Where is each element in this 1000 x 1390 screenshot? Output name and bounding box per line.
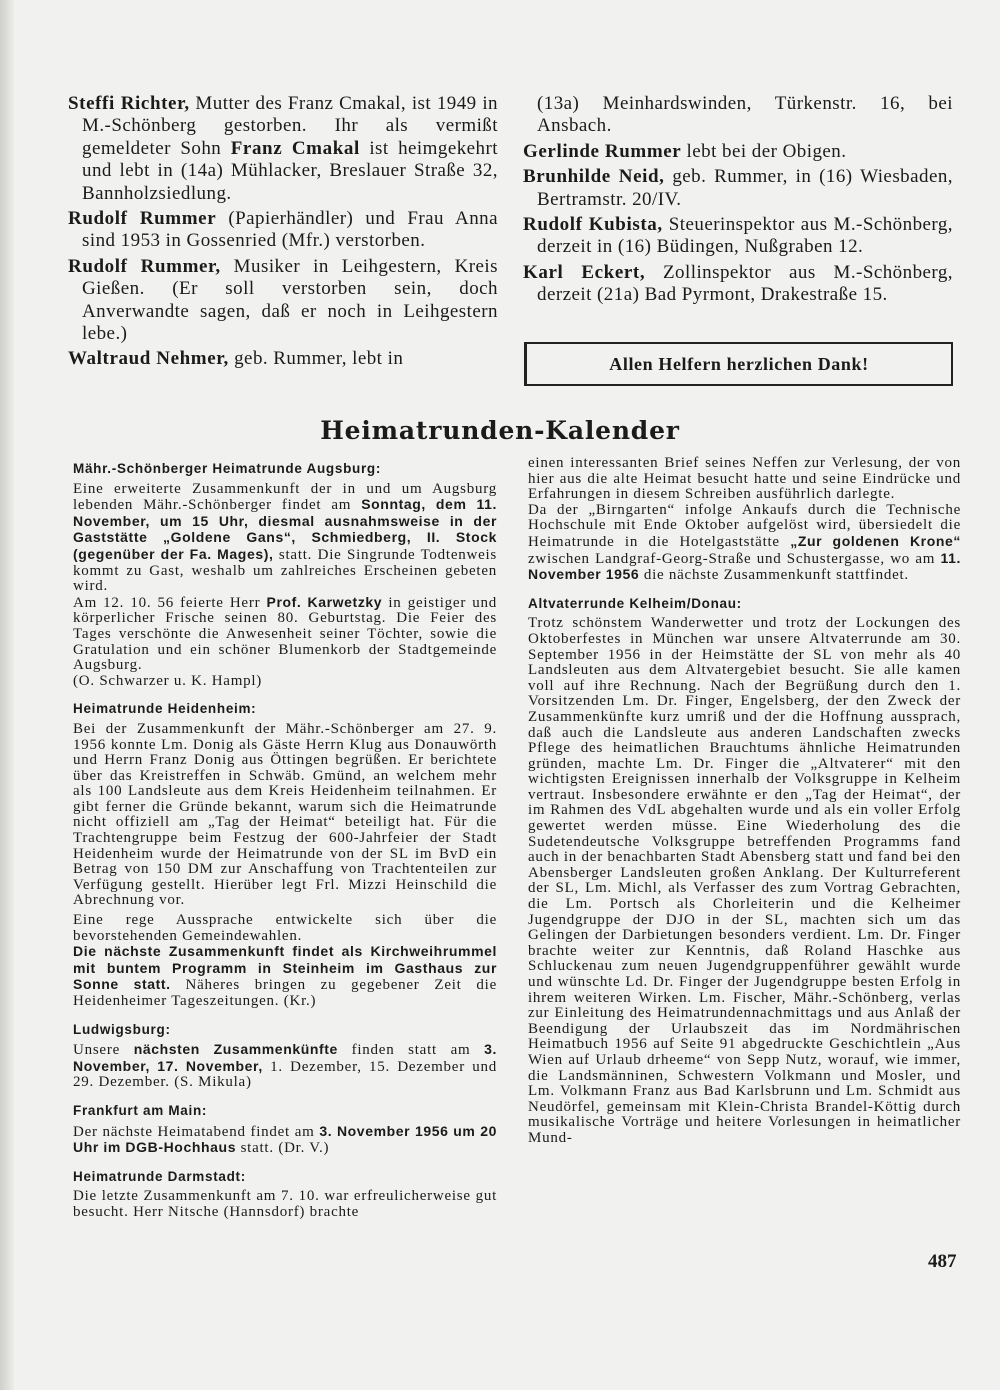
calendar-section	[73, 701, 497, 1009]
text: geb. Rummer, lebt in	[228, 348, 404, 370]
calendar-section	[73, 1169, 497, 1221]
paragraph	[73, 944, 497, 1009]
paragraph	[73, 674, 497, 690]
text: lebt bei der Obigen.	[681, 140, 847, 162]
text: Bei der Zusammenkunft der Mähr.-Schönberger am 27. 9. 1956 konnte Lm. Donig als Gäste Herrn Klug aus Donauwörth und Herrn Franz Donig aus Öttingen begrüßen. Er berichtete über das Kreistreffen in Schwäb. Gmünd, an welchem mehr als 100 Landsleute aus dem Kreis Heidenheim teilnahmen. Er gibt ferner die Gründe bekannt, warum sich die Heimatrunde nicht offiziell am „Tag der Heimat“ beteiligt hat. Für die Trachtengruppe beim Festzug der 600-Jahrfeier der Stadt Heidenheim wurde der Heimatrunde von der SL im BvD ein Betrag von 150 DM zur Anschaffung von Trachtenteilen zur Verfügung gestellt. Hierüber legt Frl. Mizzi Heinschild die Abrechnung vor.	[73, 720, 497, 909]
paragraph	[73, 482, 497, 595]
paragraph	[528, 456, 961, 503]
calendar-section	[73, 461, 497, 689]
paragraph	[68, 348, 498, 370]
bold-text: Sonntag, dem 11. November, um 15 Uhr, diesmal ausnahmsweise in der Gaststätte „Goldene Gans“, Schmiedberg, II. Stock (gegenüber der Fa. Mages),	[73, 496, 497, 562]
bold-text: Karl Eckert,	[523, 261, 646, 283]
calendar-left-column	[73, 461, 497, 1233]
text: Die letzte Zusammenkunft am 7. 10. war erfreulicherweise gut besucht. Herr Nitsche (Hannsdorf) brachte	[73, 1188, 497, 1220]
bold-text: Steffi Richter,	[68, 93, 190, 114]
text: Zollinspektor aus M.-Schönberg, derzeit (21a) Bad Pyrmont, Drakestraße 15.	[537, 261, 953, 306]
text: Am 12. 10. 56 feierte Herr	[73, 594, 267, 611]
bold-text: 11. November 1956	[528, 549, 961, 583]
bold-text: Die nächste Zusammenkunft findet als Kirchweihrummel mit buntem Programm in Steinheim im Gasthaus zur Sonne statt.	[73, 943, 497, 993]
text: Der nächste Heimatabend findet am	[73, 1123, 320, 1140]
section-heading: Heimatrunde Heidenheim:	[73, 701, 257, 717]
text: Eine erweiterte Zusammenkunft der in und um Augsburg lebenden Mähr.-Schönberger findet am	[73, 480, 497, 514]
paragraph	[68, 208, 498, 253]
text: (O. Schwarzer u. K. Hampl)	[73, 672, 263, 689]
notices-right-column	[523, 93, 953, 310]
bold-text: 3. November 1956 um 20 Uhr im DGB-Hochhaus	[73, 1122, 497, 1156]
section-title: Heimatrunden-Kalender	[320, 416, 680, 445]
paragraph	[528, 503, 961, 584]
text: statt. (Dr. V.)	[236, 1140, 330, 1157]
page-number: 487	[928, 1251, 957, 1272]
text: (13a) Meinhardswinden, Türkenstr. 16, bei Ansbach.	[537, 93, 953, 137]
section-heading: Ludwigsburg:	[73, 1021, 171, 1037]
calendar-section	[528, 456, 961, 584]
scan-edge-shadow	[0, 0, 14, 1390]
paragraph	[68, 93, 498, 205]
section-heading: Heimatrunde Darmstadt:	[73, 1168, 246, 1184]
calendar-section	[73, 1022, 497, 1091]
text: Musiker in Leihgestern, Kreis Gießen. (Er soll verstorben sein, doch Anverwandte sagen, daß er noch in Leihgestern lebe.)	[82, 255, 498, 345]
text: Steuerinspektor aus M.-Schönberg, derzeit in (16) Büdingen, Nußgraben 12.	[537, 214, 953, 258]
text: finden statt am	[337, 1042, 485, 1059]
section-heading: Altvaterrunde Kelheim/Donau:	[528, 595, 742, 611]
bold-text: Rudolf Rummer,	[68, 255, 221, 277]
text: Mutter des Franz Cmakal, ist 1949 in M.-Schönberg gestorben. Ihr als vermißt gemeldeter Sohn	[82, 93, 498, 159]
paragraph	[73, 1042, 497, 1091]
text: die nächste Zusammenkunft stattfindet.	[639, 567, 909, 584]
text: (Papierhändler) und Frau Anna sind 1953 in Gossenried (Mfr.) verstorben.	[82, 208, 498, 252]
text: Eine rege Aussprache entwickelte sich über die bevorstehenden Gemeindewahlen.	[73, 912, 497, 944]
bold-text: Franz Cmakal	[230, 137, 360, 159]
calendar-section	[73, 1103, 497, 1157]
section-heading: Frankfurt am Main:	[73, 1102, 208, 1118]
text: Unsere	[73, 1042, 134, 1059]
paragraph	[523, 166, 953, 211]
paragraph	[523, 214, 953, 259]
calendar-right-column	[528, 456, 961, 1159]
text: 1. Dezember, 15. Dezember und 29. Dezember. (S. Mikula)	[73, 1058, 497, 1091]
section-heading: Mähr.-Schönberger Heimatrunde Augsburg:	[73, 461, 382, 476]
text: statt. Die Singrunde Todtenweis kommt zu Gast, weshalb um zahlreiches Erscheinen gebeten wird.	[73, 546, 498, 595]
bold-text: Prof. Karwetzky	[266, 593, 383, 610]
bold-text: Brunhilde Neid,	[523, 166, 665, 188]
bold-text: Rudolf Rummer	[68, 208, 217, 230]
paragraph	[73, 595, 497, 674]
text: einen interessanten Brief seines Neffen zur Verlesung, der von hier aus die alte Heimat besucht hatte und seine Eindrücke und Erfahrungen in diesem Schreiben ausführlich darlegte.	[528, 455, 961, 503]
bold-text: Rudolf Kubista,	[523, 214, 663, 236]
paragraph	[73, 1189, 497, 1220]
text: ist heimgekehrt und lebt in (14a) Mühlacker, Breslauer Straße 32, Bannholzsiedlung.	[82, 137, 498, 204]
paragraph	[73, 722, 497, 909]
text: Trotz schönstem Wanderwetter und trotz der Lockungen des Oktoberfestes in München war unsere Altvaterrunde am 30. September 1956 in der Heimstätte der SL von mehr als 40 Landsleuten aus dem Altvatergebiet besucht. Sie alle kamen voll auf ihre Rechnung. Nach der Begrüßung durch den 1. Vorsitzenden Lm. Dr. Finger, Engelsberg, der den Zweck der Zusammenkünfte kurz umriß und der die Hoffnung aussprach, daß auch die Landsleute aus anderen Landschaften zwecks Pflege des heimatlichen Brauchtums ähnliche Heimatrunden gründen, machte Lm. Dr. Finger die „Altvaterer“ mit den wichtigsten Ereignissen innerhalb der Volksgruppe in Kelheim vertraut. Insbesondere erwähnte er den „Tag der Heimat“, der im Rahmen des VdL abgehalten wurde und als ein voller Erfolg gewertet werden müsse. Eine Wiederholung des die Sudetendeutsche Volksgruppe betreffenden Programms fand auch in der benachbarten Stadt Abensberg statt und fand bei den Abensberger Landsleuten großen Anklang. Der Kulturreferent der SL, Lm. Michl, als Verfasser des zum Vortrag Gebrachten, die Lm. Portsch als Chorleiterin und die Kelheimer Jugendgruppe der DJO in der SL, machten sich um das Gelingen der Darbietungen besonders verdient. Lm. Dr. Finger brachte weiter zur Kenntnis, daß Roland Haschke aus Schluckenau zum neuen Jugendgruppenführer gewählt wurde und wünschte Ld. Dr. Finger der Jugendgruppe besten Erfolg in ihrem weiteren Wirken. Lm. Fischer, Mähr.-Schönberg, verlas zur Einleitung des Heimatrundennachmittags und aus Anlaß der Beendigung der Urlaubszeit das im Nordmährischen Heimatbuch 1956 auf Seite 91 abgedruckte Geschichtlein „Aus Wien auf Urlaub drheeme“ von Sepp Nutz, worauf, wie immer, die Landsmänninen, Schwestern Volkmann und Mosler, und Lm. Volkmann Franz aus Bad Karlsbrunn und Lm. Schmidt aus Neudörfel, gemeinsam mit Klein-Christa Brandel-Köttig durch musikalische Vorträge und heitere Vorlesungen in heimatlicher Mund-	[528, 615, 961, 1146]
paragraph	[73, 913, 497, 944]
paragraph	[523, 141, 953, 163]
bold-text: 3. November, 17. November,	[73, 1041, 498, 1074]
calendar-section	[528, 596, 961, 1147]
bold-text: „Zur goldenen Krone“	[790, 532, 961, 549]
text: geb. Rummer, in (16) Wiesbaden, Bertramstr. 20/IV.	[537, 166, 953, 210]
bold-text: Gerlinde Rummer	[523, 140, 682, 162]
text: zwischen Landgraf-Georg-Straße und Schustergasse, wo am	[528, 550, 941, 567]
paragraph	[523, 262, 953, 307]
text: in geistiger und körperlicher Frische seinen 80. Geburtstag. Die Feier des Tages verschönte die Anwesenheit seiner Töchter, sowie die Gratulation und ein schöner Blumenkorb der Stadtgemeinde Augsburg.	[73, 594, 497, 674]
paragraph	[73, 1124, 497, 1157]
bold-text: Waltraud Nehmer,	[68, 348, 229, 370]
bold-text: nächsten Zusammenkünfte	[133, 1041, 338, 1058]
paragraph	[528, 616, 961, 1146]
text: Näheres bringen zu gegebener Zeit die Heidenheimer Tageszeitungen. (Kr.)	[73, 977, 497, 1009]
paragraph	[523, 93, 953, 138]
thanks-box	[524, 342, 953, 386]
thanks-text: Allen Helfern herzlichen Dank!	[609, 353, 869, 374]
paragraph	[68, 256, 498, 346]
text: Da der „Birngarten“ infolge Ankaufs durch die Technische Hochschule mit Ende Oktober aufgelöst wird, übersiedelt die Heimatrunde in die Hotelgaststätte	[528, 501, 961, 550]
notices-left-column	[68, 93, 498, 374]
